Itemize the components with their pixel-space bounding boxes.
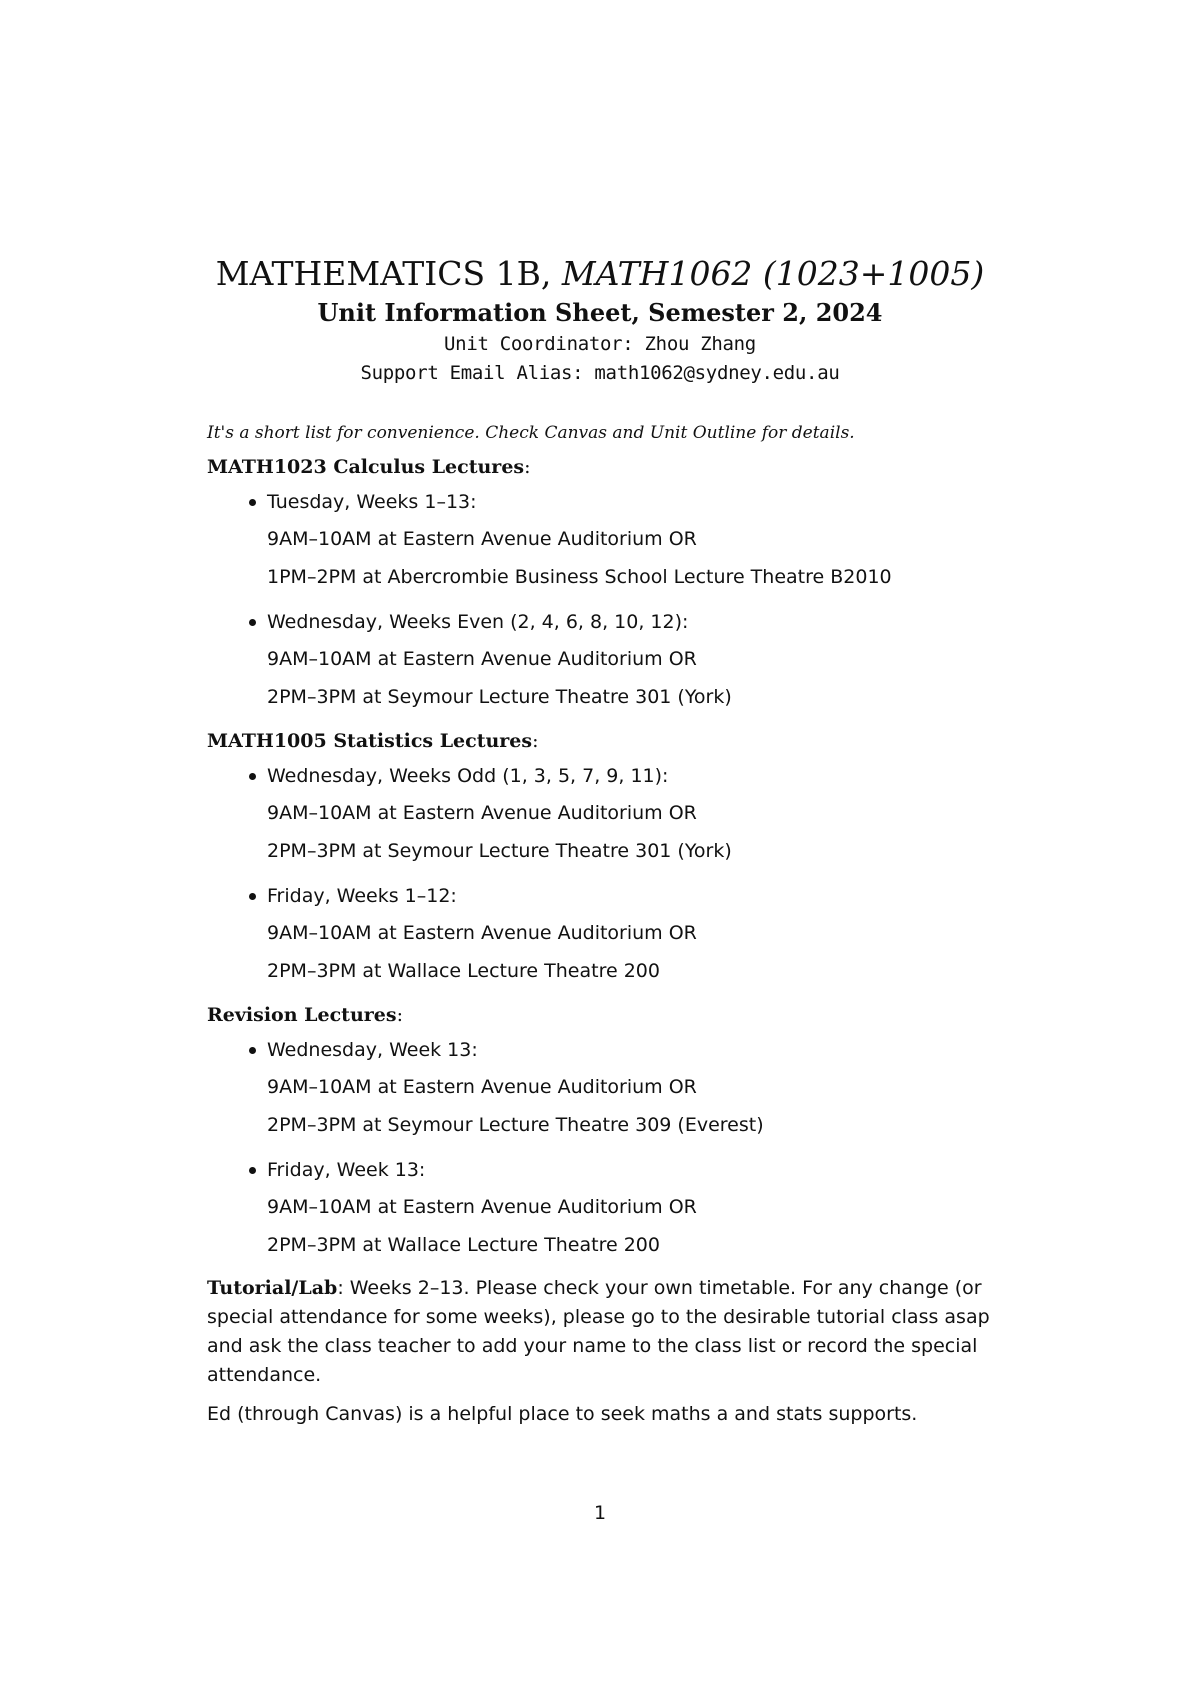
lecture-slot: 2PM–3PM at Seymour Lecture Theatre 301 (York)	[267, 686, 732, 708]
revision-lecture-list	[207, 1032, 1007, 1264]
section-heading-revision: Revision Lectures:	[207, 1004, 403, 1026]
lecture-slot: 9AM–10AM at Eastern Avenue Auditorium OR	[267, 1196, 697, 1218]
lecture-slot: 2PM–3PM at Wallace Lecture Theatre 200	[267, 1234, 660, 1256]
lecture-slot: 2PM–3PM at Wallace Lecture Theatre 200	[267, 960, 660, 982]
lecture-day-label: Wednesday, Weeks Even (2, 4, 6, 8, 10, 12):	[267, 611, 689, 633]
list-item	[247, 1032, 1007, 1144]
lecture-slot: 9AM–10AM at Eastern Avenue Auditorium OR	[267, 528, 697, 550]
course-code: MATH1062 (1023+1005)	[561, 254, 985, 293]
statistics-lecture-list	[207, 758, 1007, 990]
lecture-day-label: Friday, Weeks 1–12:	[267, 885, 457, 907]
document-subtitle: Unit Information Sheet, Semester 2, 2024	[317, 298, 883, 327]
section-heading-text: MATH1023 Calculus Lectures	[207, 456, 525, 478]
page-number: 1	[593, 1502, 607, 1524]
main-content	[207, 418, 1007, 1429]
tutorial-paragraph	[207, 1274, 1007, 1390]
list-item	[247, 1152, 1007, 1264]
list-item	[247, 878, 1007, 990]
list-item	[247, 758, 1007, 870]
convenience-note: It's a short list for convenience. Check Canvas and Unit Outline for details.	[207, 423, 855, 443]
ed-support-note: Ed (through Canvas) is a helpful place to seek maths a and stats supports.	[207, 1403, 918, 1425]
calculus-lecture-list	[207, 484, 1007, 716]
document-title	[0, 252, 1200, 296]
section-heading-statistics: MATH1005 Statistics Lectures:	[207, 730, 539, 752]
unit-coordinator: Unit Coordinator: Zhou Zhang	[444, 333, 756, 355]
lecture-day-label: Tuesday, Weeks 1–13:	[267, 491, 477, 513]
list-item	[247, 604, 1007, 716]
tutorial-label: Tutorial/Lab	[207, 1277, 338, 1299]
lecture-slot: 1PM–2PM at Abercrombie Business School Lecture Theatre B2010	[267, 566, 892, 588]
lecture-day-label: Wednesday, Weeks Odd (1, 3, 5, 7, 9, 11):	[267, 765, 669, 787]
section-heading-calculus: MATH1023 Calculus Lectures:	[207, 456, 531, 478]
lecture-slot: 9AM–10AM at Eastern Avenue Auditorium OR	[267, 802, 697, 824]
lecture-day-label: Wednesday, Week 13:	[267, 1039, 478, 1061]
list-item	[247, 484, 1007, 596]
title-block	[0, 252, 1200, 388]
lecture-slot: 9AM–10AM at Eastern Avenue Auditorium OR	[267, 922, 697, 944]
lecture-slot: 2PM–3PM at Seymour Lecture Theatre 301 (York)	[267, 840, 732, 862]
lecture-slot: 2PM–3PM at Seymour Lecture Theatre 309 (Everest)	[267, 1114, 764, 1136]
lecture-day-label: Friday, Week 13:	[267, 1159, 426, 1181]
support-email: Support Email Alias: math1062@sydney.edu.au	[360, 362, 840, 384]
course-name: MATHEMATICS 1B,	[215, 254, 552, 293]
section-heading-text: Revision Lectures	[207, 1004, 397, 1026]
section-heading-text: MATH1005 Statistics Lectures	[207, 730, 533, 752]
tutorial-text: : Weeks 2–13. Please check your own timetable. For any change (or special attendance for some weeks), please go to the desirable tutorial class asap and ask the class teacher to add your name to the class list or record the special attendance.	[207, 1277, 990, 1386]
lecture-slot: 9AM–10AM at Eastern Avenue Auditorium OR	[267, 1076, 697, 1098]
lecture-slot: 9AM–10AM at Eastern Avenue Auditorium OR	[267, 648, 697, 670]
